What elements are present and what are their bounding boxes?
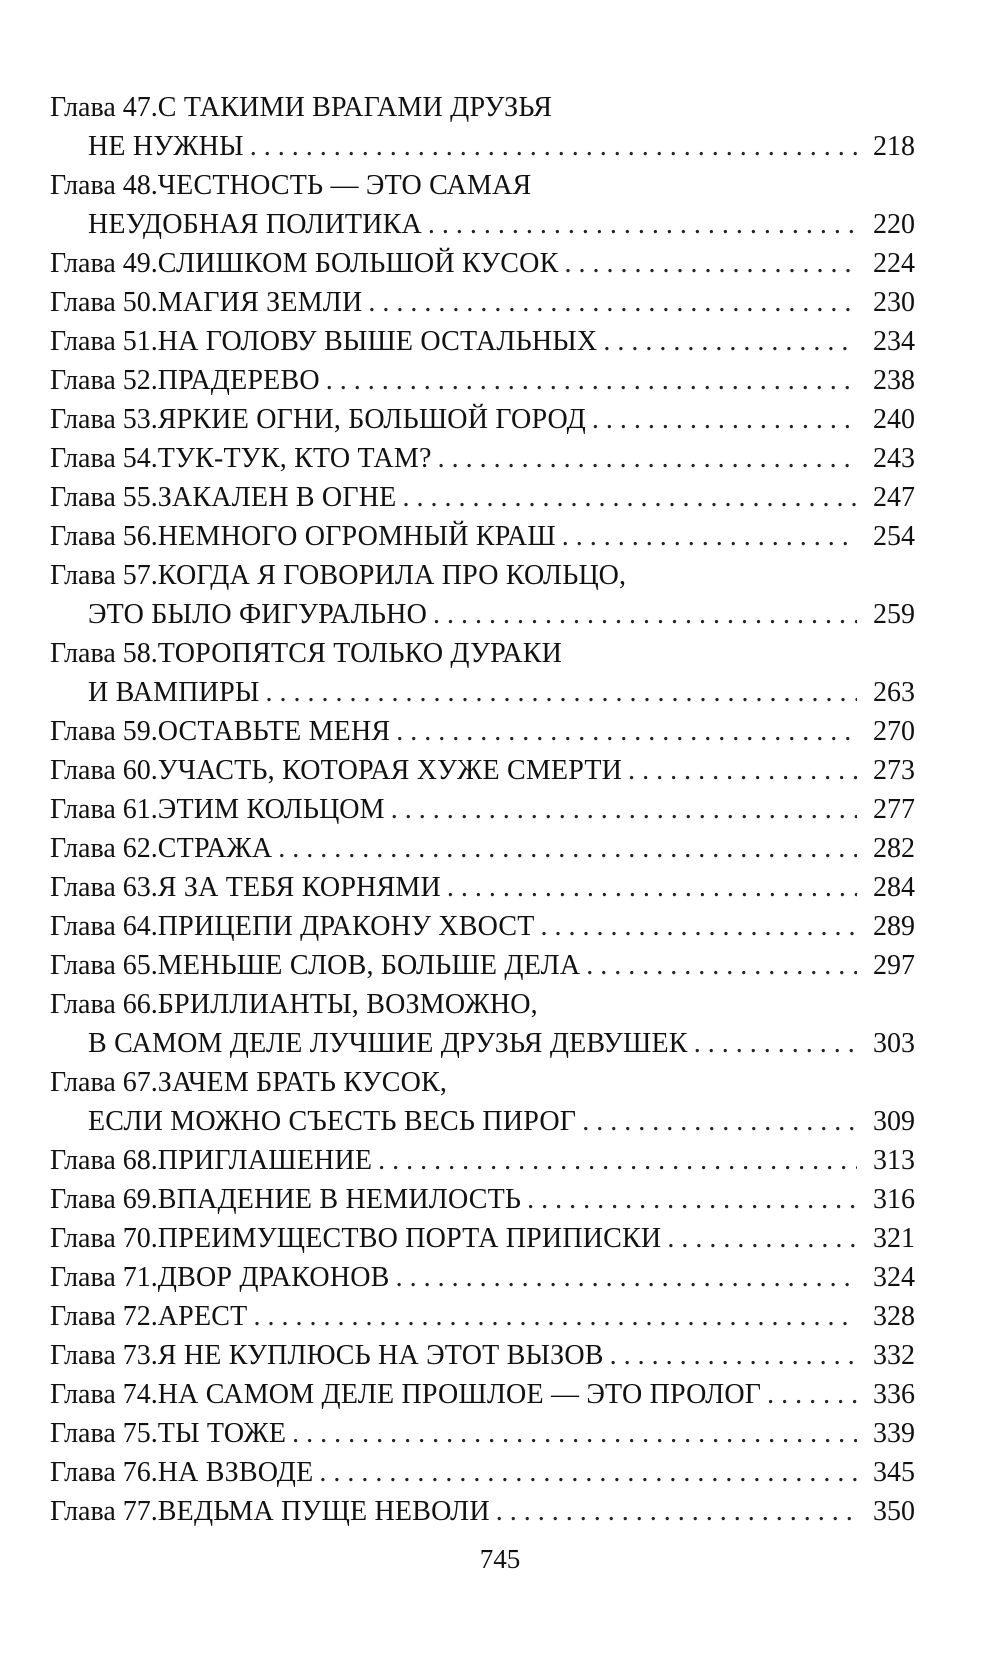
chapter-number: Глава 47. xyxy=(50,92,158,123)
chapter-title: ТЫ ТОЖЕ xyxy=(157,1418,287,1449)
chapter-title: НЕМНОГО ОГРОМНЫЙ КРАШ xyxy=(157,521,556,552)
chapter-page-number: 345 xyxy=(873,1457,915,1488)
toc-entry-continuation xyxy=(50,1024,915,1063)
toc-entry xyxy=(50,946,915,985)
chapter-title: НА САМОМ ДЕЛЕ ПРОШЛОЕ — ЭТО ПРОЛОГ xyxy=(157,1379,762,1410)
chapter-page-number: 234 xyxy=(873,326,915,357)
chapter-title: ПРИЦЕПИ ДРАКОНУ ХВОСТ xyxy=(157,911,535,942)
chapter-number: Глава 66. xyxy=(50,989,158,1020)
chapter-title: БРИЛЛИАНТЫ, ВОЗМОЖНО, xyxy=(157,989,538,1020)
chapter-page-number: 328 xyxy=(873,1301,915,1332)
toc-entry-continuation xyxy=(50,205,915,244)
dot-leader xyxy=(667,1219,857,1258)
chapter-page-number: 332 xyxy=(873,1340,915,1371)
chapter-page-number: 263 xyxy=(873,677,915,708)
toc-entry xyxy=(50,751,915,790)
chapter-number: Глава 74. xyxy=(50,1379,158,1410)
chapter-page-number: 220 xyxy=(873,209,915,240)
toc-entry xyxy=(50,1492,915,1531)
chapter-page-number: 282 xyxy=(873,833,915,864)
chapter-page-number: 309 xyxy=(873,1106,915,1137)
chapter-page-number: 254 xyxy=(873,521,915,552)
chapter-title: НА ГОЛОВУ ВЫШЕ ОСТАЛЬНЫХ xyxy=(157,326,598,357)
chapter-title: В САМОМ ДЕЛЕ ЛУЧШИЕ ДРУЗЬЯ ДЕВУШЕК xyxy=(88,1028,688,1059)
chapter-number: Глава 76. xyxy=(50,1457,158,1488)
chapter-number: Глава 69. xyxy=(50,1184,158,1215)
chapter-number: Глава 75. xyxy=(50,1418,158,1449)
chapter-title: ЧЕСТНОСТЬ — ЭТО САМАЯ xyxy=(157,170,532,201)
chapter-title: С ТАКИМИ ВРАГАМИ ДРУЗЬЯ xyxy=(157,92,553,123)
dot-leader xyxy=(628,751,857,790)
chapter-title: ЯРКИЕ ОГНИ, БОЛЬШОЙ ГОРОД xyxy=(157,404,586,435)
chapter-page-number: 218 xyxy=(873,131,915,162)
chapter-page-number: 324 xyxy=(873,1262,915,1293)
dot-leader xyxy=(541,907,857,946)
chapter-title: СЛИШКОМ БОЛЬШОЙ КУСОК xyxy=(157,248,559,279)
chapter-number: Глава 58. xyxy=(50,638,158,669)
chapter-page-number: 297 xyxy=(873,950,915,981)
dot-leader xyxy=(592,400,857,439)
toc-entry xyxy=(50,1414,915,1453)
chapter-title: ВЕДЬМА ПУЩЕ НЕВОЛИ xyxy=(157,1496,490,1527)
dot-leader xyxy=(582,1102,857,1141)
dot-leader xyxy=(396,712,857,751)
chapter-page-number: 339 xyxy=(873,1418,915,1449)
toc-entry xyxy=(50,907,915,946)
chapter-title: СТРАЖА xyxy=(157,833,273,864)
toc-entry xyxy=(50,712,915,751)
chapter-title: ТУК-ТУК, КТО ТАМ? xyxy=(157,443,432,474)
toc-entry xyxy=(50,283,915,322)
chapter-page-number: 313 xyxy=(873,1145,915,1176)
chapter-title: ПРЕИМУЩЕСТВО ПОРТА ПРИПИСКИ xyxy=(157,1223,662,1254)
chapter-number: Глава 60. xyxy=(50,755,158,786)
chapter-title: ВПАДЕНИЕ В НЕМИЛОСТЬ xyxy=(157,1184,522,1215)
chapter-title: АРЕСТ xyxy=(157,1301,248,1332)
chapter-number: Глава 50. xyxy=(50,287,158,318)
chapter-title: МАГИЯ ЗЕМЛИ xyxy=(157,287,363,318)
chapter-number: Глава 65. xyxy=(50,950,158,981)
chapter-page-number: 277 xyxy=(873,794,915,825)
chapter-page-number: 259 xyxy=(873,599,915,630)
dot-leader xyxy=(265,673,857,712)
dot-leader xyxy=(527,1180,857,1219)
chapter-page-number: 303 xyxy=(873,1028,915,1059)
chapter-number: Глава 72. xyxy=(50,1301,158,1332)
toc-entry xyxy=(50,1453,915,1492)
toc-entry xyxy=(50,88,915,127)
toc-entry xyxy=(50,1375,915,1414)
chapter-number: Глава 63. xyxy=(50,872,158,903)
chapter-number: Глава 71. xyxy=(50,1262,158,1293)
chapter-title: Я НЕ КУПЛЮСЬ НА ЭТОТ ВЫЗОВ xyxy=(157,1340,604,1371)
chapter-number: Глава 56. xyxy=(50,521,158,552)
dot-leader xyxy=(447,868,857,907)
dot-leader xyxy=(292,1414,857,1453)
toc-entry xyxy=(50,1258,915,1297)
chapter-title: ДВОР ДРАКОНОВ xyxy=(157,1262,390,1293)
chapter-number: Глава 64. xyxy=(50,911,158,942)
chapter-title: И ВАМПИРЫ xyxy=(88,677,260,708)
dot-leader xyxy=(428,205,857,244)
chapter-title: ЗАЧЕМ БРАТЬ КУСОК, xyxy=(157,1067,448,1098)
chapter-page-number: 270 xyxy=(873,716,915,747)
dot-leader xyxy=(326,361,857,400)
dot-leader xyxy=(767,1375,857,1414)
toc-entry xyxy=(50,1180,915,1219)
chapter-title: ОСТАВЬТЕ МЕНЯ xyxy=(157,716,391,747)
chapter-number: Глава 70. xyxy=(50,1223,158,1254)
chapter-title: Я ЗА ТЕБЯ КОРНЯМИ xyxy=(157,872,441,903)
table-of-contents xyxy=(50,88,915,1531)
toc-entry xyxy=(50,361,915,400)
dot-leader xyxy=(694,1024,857,1063)
toc-entry xyxy=(50,517,915,556)
chapter-title: ПРАДЕРЕВО xyxy=(157,365,320,396)
chapter-page-number: 273 xyxy=(873,755,915,786)
toc-entry xyxy=(50,829,915,868)
toc-entry xyxy=(50,478,915,517)
chapter-number: Глава 73. xyxy=(50,1340,158,1371)
chapter-title: КОГДА Я ГОВОРИЛА ПРО КОЛЬЦО, xyxy=(157,560,627,591)
chapter-page-number: 321 xyxy=(873,1223,915,1254)
toc-entry-continuation xyxy=(50,595,915,634)
toc-entry xyxy=(50,1219,915,1258)
chapter-number: Глава 49. xyxy=(50,248,158,279)
toc-entry xyxy=(50,244,915,283)
toc-entry xyxy=(50,1336,915,1375)
chapter-page-number: 289 xyxy=(873,911,915,942)
chapter-number: Глава 59. xyxy=(50,716,158,747)
chapter-number: Глава 61. xyxy=(50,794,158,825)
chapter-number: Глава 62. xyxy=(50,833,158,864)
toc-entry xyxy=(50,985,915,1024)
chapter-number: Глава 68. xyxy=(50,1145,158,1176)
chapter-number: Глава 51. xyxy=(50,326,158,357)
chapter-title: МЕНЬШЕ СЛОВ, БОЛЬШЕ ДЕЛА xyxy=(157,950,581,981)
chapter-title: НЕУДОБНАЯ ПОЛИТИКА xyxy=(88,209,422,240)
toc-entry xyxy=(50,868,915,907)
chapter-title: ЗАКАЛЕН В ОГНЕ xyxy=(157,482,397,513)
chapter-number: Глава 67. xyxy=(50,1067,158,1098)
toc-entry xyxy=(50,1297,915,1336)
chapter-page-number: 243 xyxy=(873,443,915,474)
toc-entry xyxy=(50,166,915,205)
chapter-page-number: 240 xyxy=(873,404,915,435)
dot-leader xyxy=(586,946,857,985)
toc-entry xyxy=(50,400,915,439)
dot-leader xyxy=(603,322,857,361)
chapter-number: Глава 55. xyxy=(50,482,158,513)
page-number: 745 xyxy=(479,1544,521,1574)
dot-leader xyxy=(278,829,857,868)
dot-leader xyxy=(496,1492,857,1531)
chapter-number: Глава 53. xyxy=(50,404,158,435)
dot-leader xyxy=(391,790,857,829)
chapter-title: НЕ НУЖНЫ xyxy=(88,131,244,162)
chapter-title: ЭТО БЫЛО ФИГУРАЛЬНО xyxy=(88,599,428,630)
chapter-title: ЕСЛИ МОЖНО СЪЕСТЬ ВЕСЬ ПИРОГ xyxy=(88,1106,577,1137)
chapter-number: Глава 57. xyxy=(50,560,158,591)
dot-leader xyxy=(319,1453,857,1492)
chapter-page-number: 350 xyxy=(873,1496,915,1527)
toc-entry xyxy=(50,556,915,595)
dot-leader xyxy=(368,283,857,322)
chapter-title: УЧАСТЬ, КОТОРАЯ ХУЖЕ СМЕРТИ xyxy=(157,755,623,786)
toc-entry xyxy=(50,1063,915,1102)
dot-leader xyxy=(438,439,857,478)
chapter-page-number: 238 xyxy=(873,365,915,396)
chapter-page-number: 316 xyxy=(873,1184,915,1215)
toc-entry xyxy=(50,790,915,829)
toc-entry xyxy=(50,1141,915,1180)
dot-leader xyxy=(433,595,857,634)
chapter-title: ЭТИМ КОЛЬЦОМ xyxy=(157,794,385,825)
toc-entry-continuation xyxy=(50,127,915,166)
dot-leader xyxy=(562,517,857,556)
dot-leader xyxy=(564,244,857,283)
chapter-number: Глава 52. xyxy=(50,365,158,396)
toc-entry-continuation xyxy=(50,1102,915,1141)
dot-leader xyxy=(396,1258,857,1297)
toc-entry xyxy=(50,439,915,478)
chapter-number: Глава 77. xyxy=(50,1496,158,1527)
chapter-page-number: 247 xyxy=(873,482,915,513)
dot-leader xyxy=(253,1297,857,1336)
toc-entry-continuation xyxy=(50,673,915,712)
toc-entry xyxy=(50,634,915,673)
chapter-title: ТОРОПЯТСЯ ТОЛЬКО ДУРАКИ xyxy=(157,638,563,669)
chapter-page-number: 224 xyxy=(873,248,915,279)
dot-leader xyxy=(378,1141,857,1180)
chapter-page-number: 230 xyxy=(873,287,915,318)
dot-leader xyxy=(402,478,857,517)
dot-leader xyxy=(250,127,857,166)
chapter-number: Глава 54. xyxy=(50,443,158,474)
chapter-title: ПРИГЛАШЕНИЕ xyxy=(157,1145,373,1176)
dot-leader xyxy=(610,1336,857,1375)
toc-entry xyxy=(50,322,915,361)
chapter-title: НА ВЗВОДЕ xyxy=(157,1457,314,1488)
chapter-number: Глава 48. xyxy=(50,170,158,201)
chapter-page-number: 284 xyxy=(873,872,915,903)
chapter-page-number: 336 xyxy=(873,1379,915,1410)
